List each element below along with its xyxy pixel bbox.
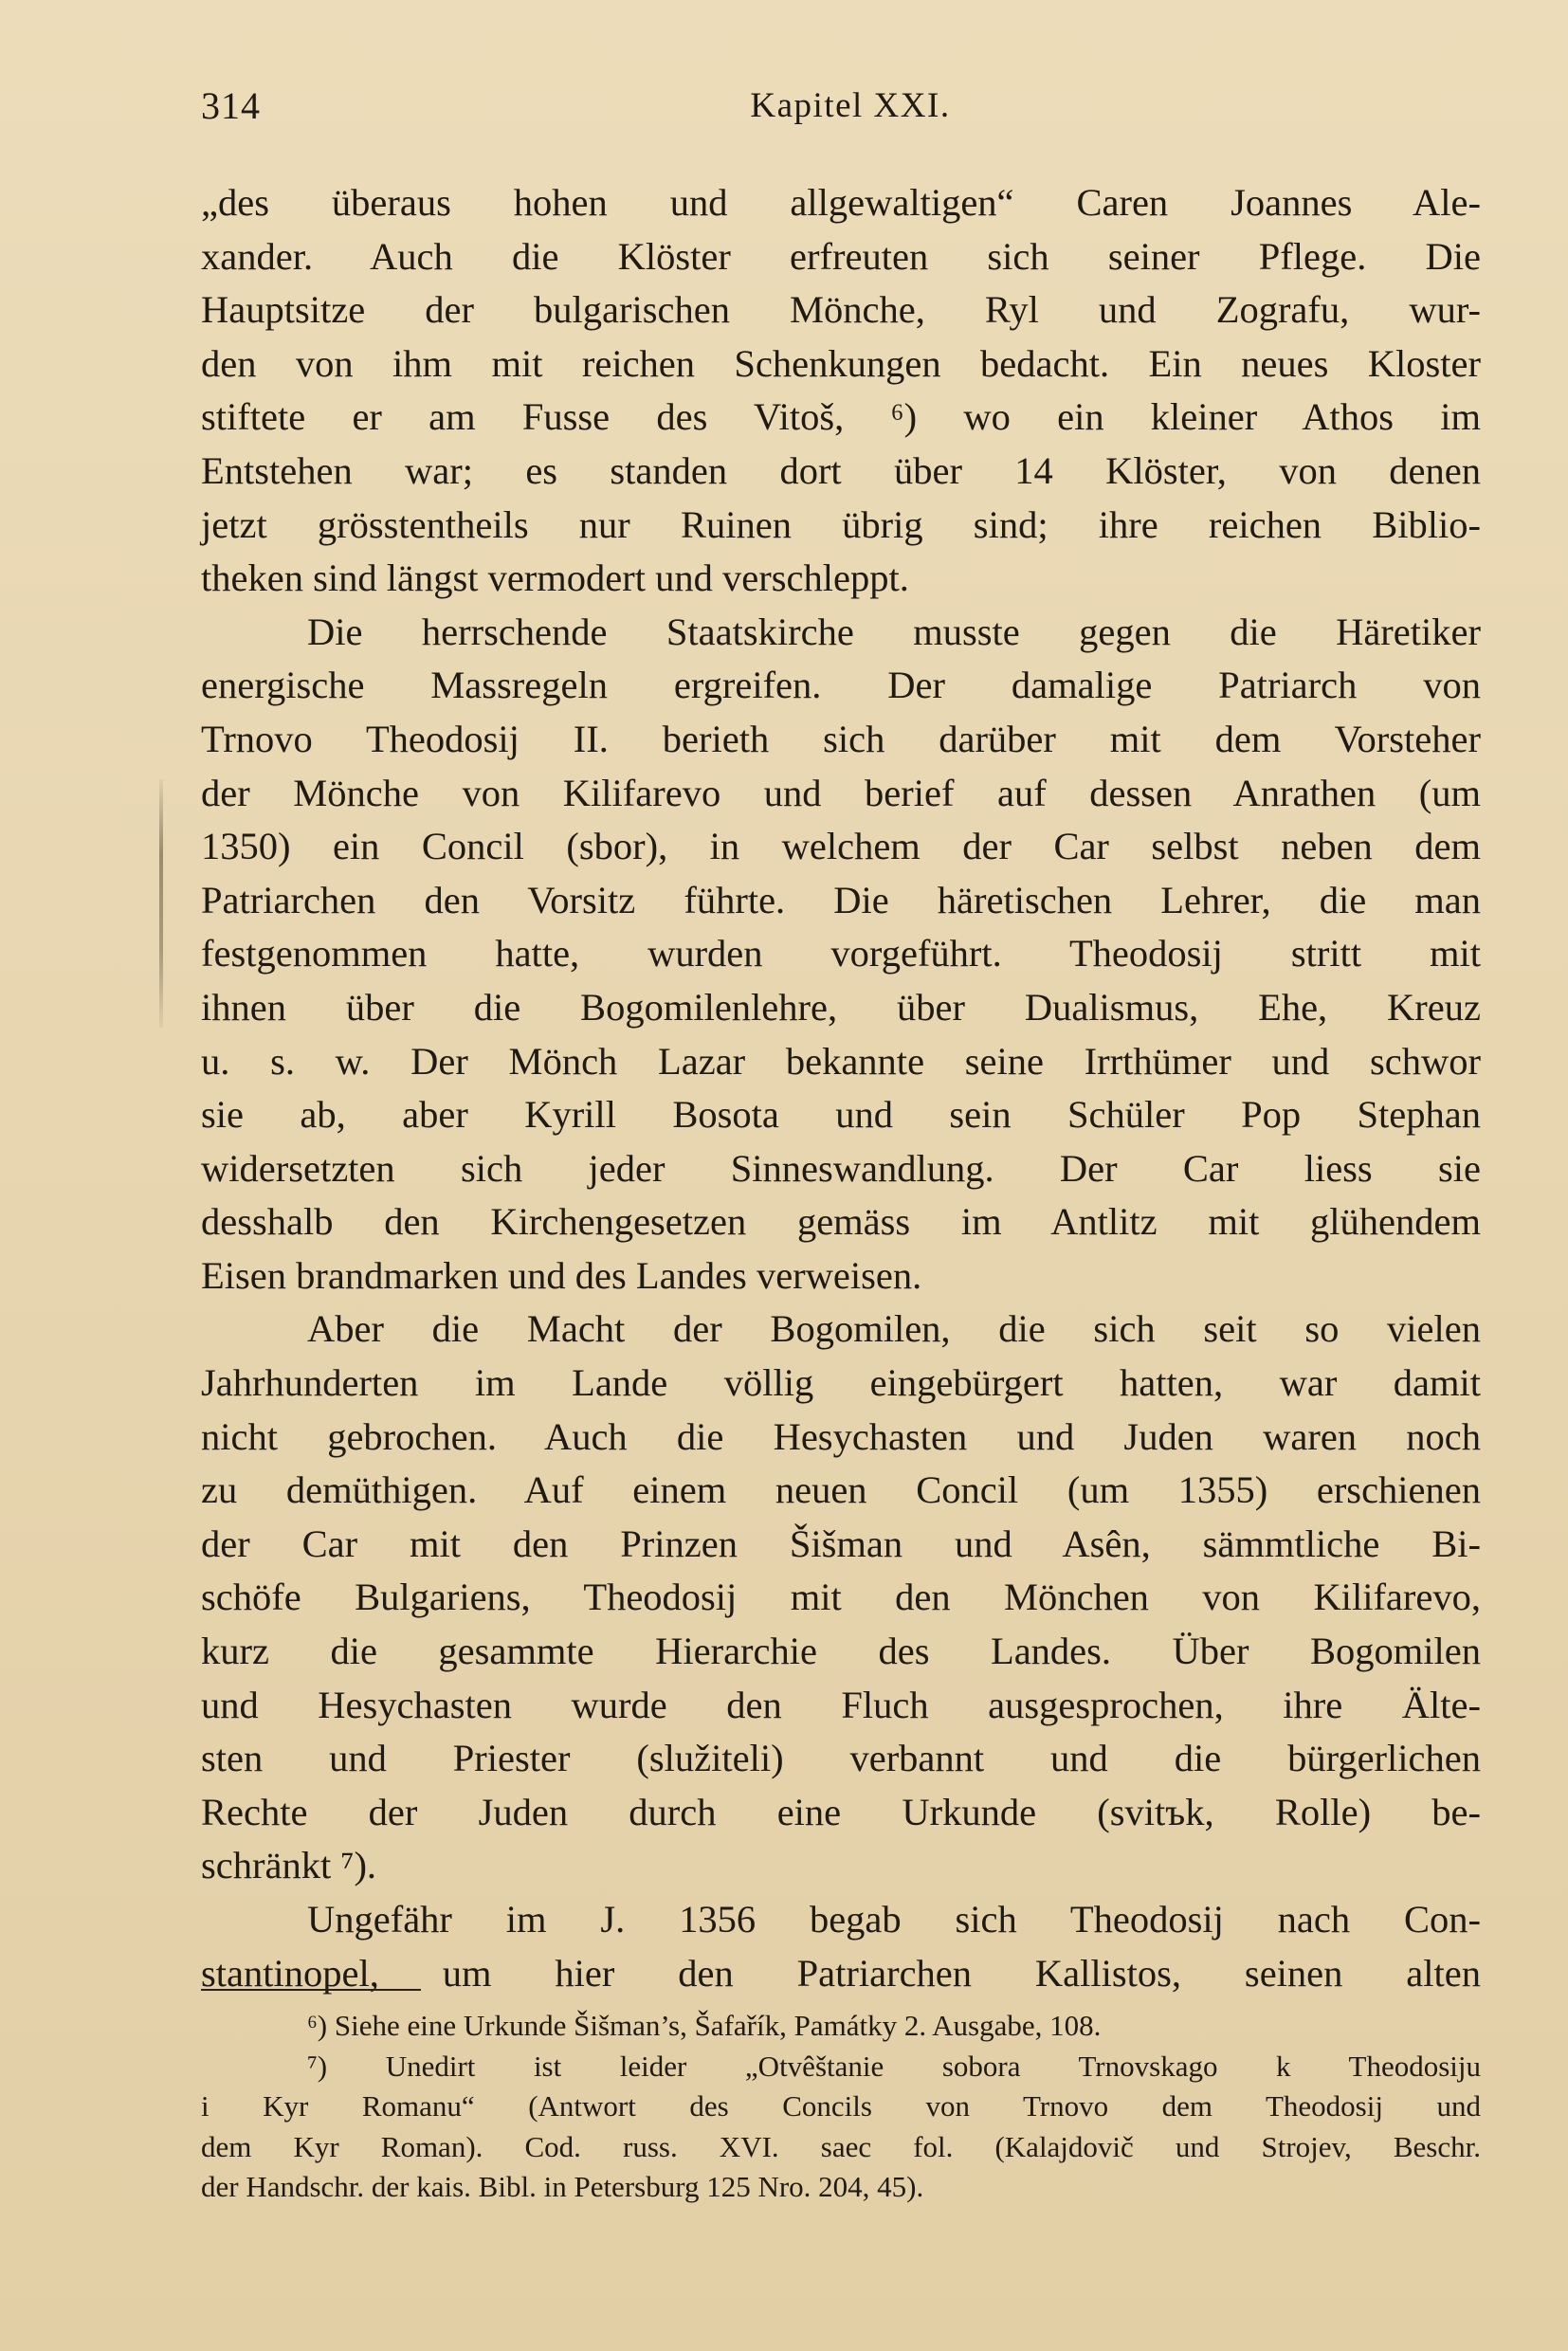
text-line: schöfe Bulgariens, Theodosij mit den Mönchen von Kilifarevo, (201, 1576, 1481, 1619)
text-line: Jahrhunderten im Lande völlig eingebürgert hatten, war damit (201, 1361, 1481, 1405)
footnote-divider (201, 1989, 421, 1991)
text-line: theken sind längst vermodert und verschleppt. (201, 556, 909, 600)
text-line: Hauptsitze der bulgarischen Mönche, Ryl und Zografu, wur- (201, 288, 1481, 332)
text-line: Aber die Macht der Bogomilen, die sich seit so vielen (307, 1307, 1481, 1351)
footnote-7: ⁷) Unedirt ist leider „Otvêštanie sobora Trnovskago k Theodosiju (307, 2049, 1481, 2083)
text-line: schränkt ⁷). (201, 1844, 377, 1887)
text-line: nicht gebrochen. Auch die Hesychasten und Juden waren noch (201, 1414, 1481, 1458)
text-line: zu demüthigen. Auf einem neuen Concil (um 1355) erschienen (201, 1468, 1481, 1512)
running-head: Kapitel XXI. (750, 86, 951, 125)
text-line: Trnovo Theodosij II. berieth sich darüber mit dem Vorsteher (201, 717, 1481, 760)
footnote-line: der Handschr. der kais. Bibl. in Petersburg 125 Nro. 204, 45). (201, 2170, 924, 2203)
body-text (201, 176, 1481, 2000)
text-line: Rechte der Juden durch eine Urkunde (svitъk, Rolle) be- (201, 1790, 1481, 1833)
text-line: 1350) ein Concil (sbor), in welchem der Car selbst neben dem (201, 825, 1481, 868)
text-line: desshalb den Kirchengesetzen gemäss im Antlitz mit glühendem (201, 1200, 1481, 1244)
text-line: sie ab, aber Kyrill Bosota und sein Schüler Pop Stephan (201, 1093, 1481, 1137)
text-line: xander. Auch die Klöster erfreuten sich seiner Pflege. Die (201, 234, 1481, 278)
text-line: jetzt grösstentheils nur Ruinen übrig sind; ihre reichen Biblio- (201, 502, 1481, 546)
page-header (201, 83, 1481, 137)
text-line: Eisen brandmarken und des Landes verweisen. (201, 1253, 922, 1297)
text-line: Entstehen war; es standen dort über 14 Klöster, von denen (201, 448, 1481, 492)
text-line: der Mönche von Kilifarevo und berief auf dessen Anrathen (um (201, 771, 1481, 814)
footnotes (201, 2006, 1481, 2208)
text-line: festgenommen hatte, wurden vorgeführt. Theodosij stritt mit (201, 932, 1481, 975)
text-line: stantinopel, um hier den Patriarchen Kallistos, seinen alten (201, 1951, 1481, 1995)
text-line: der Car mit den Prinzen Šišman und Asên, sämmtliche Bi- (201, 1522, 1481, 1565)
text-line: kurz die gesammte Hierarchie des Landes. Über Bogomilen (201, 1630, 1481, 1673)
text-line: Patriarchen den Vorsitz führte. Die häretischen Lehrer, die man (201, 878, 1481, 921)
text-line: ihnen über die Bogomilenlehre, über Dualismus, Ehe, Kreuz (201, 985, 1481, 1029)
text-line: sten und Priester (služiteli) verbannt und die bürgerlichen (201, 1737, 1481, 1780)
footnote-6: ⁶) Siehe eine Urkunde Šišman’s, Šafařík, Památky 2. Ausgabe, 108. (307, 2009, 1102, 2042)
text-line: Ungefähr im J. 1356 begab sich Theodosij nach Con- (307, 1898, 1481, 1941)
footnote-line: dem Kyr Roman). Cod. russ. XVI. saec fol. (Kalajdovič und Strojev, Beschr. (201, 2129, 1481, 2163)
text-line: stiftete er am Fusse des Vitoš, ⁶) wo ein kleiner Athos im (201, 395, 1481, 439)
text-line: und Hesychasten wurde den Fluch ausgesprochen, ihre Älte- (201, 1683, 1481, 1726)
margin-pencil-mark (159, 779, 163, 1028)
text-line: u. s. w. Der Mönch Lazar bekannte seine Irrthümer und schwor (201, 1039, 1481, 1083)
footnote-line: i Kyr Romanu“ (Antwort des Concils von Trnovo dem Theodosij und (201, 2089, 1481, 2123)
text-line: widersetzten sich jeder Sinneswandlung. Der Car liess sie (201, 1146, 1481, 1190)
page-number: 314 (201, 84, 261, 127)
text-line: den von ihm mit reichen Schenkungen bedacht. Ein neues Kloster (201, 341, 1481, 385)
text-line: energische Massregeln ergreifen. Der damalige Patriarch von (201, 664, 1481, 707)
text-line: Die herrschende Staatskirche musste gegen die Häretiker (307, 610, 1481, 653)
text-line: „des überaus hohen und allgewaltigen“ Caren Joannes Ale- (201, 181, 1481, 224)
